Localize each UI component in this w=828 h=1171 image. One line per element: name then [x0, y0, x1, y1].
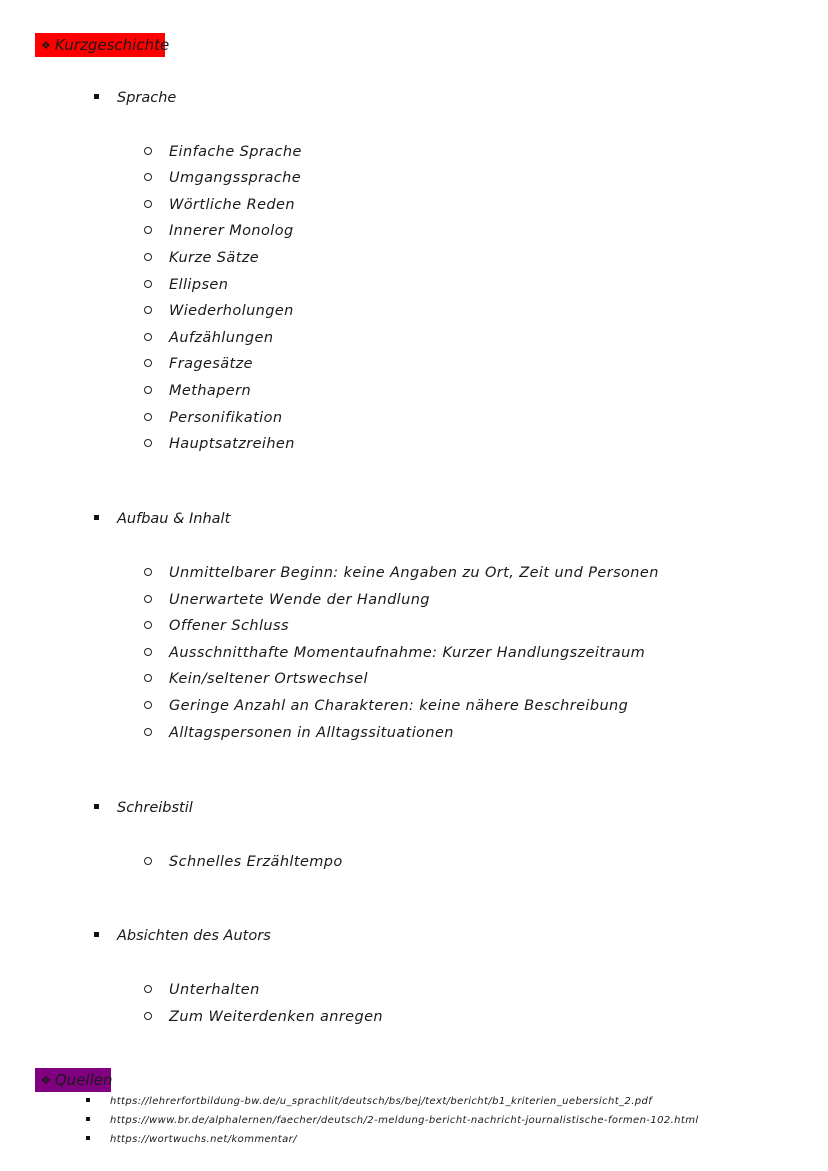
circle-bullet-icon [144, 280, 152, 288]
source-link[interactable]: https://wortwuchs.net/kommentar/ [86, 1132, 297, 1148]
square-bullet-icon [94, 804, 99, 809]
heading-kurzgeschichte [35, 33, 170, 57]
circle-bullet-icon [144, 226, 152, 234]
section-title-sprache: Sprache [94, 87, 176, 109]
list-item: Personifikation [144, 407, 282, 429]
circle-bullet-icon [144, 728, 152, 736]
list-item: Hauptsatzreihen [144, 433, 295, 455]
square-bullet-icon [86, 1117, 90, 1121]
circle-bullet-icon [144, 359, 152, 367]
square-bullet-icon [86, 1098, 90, 1102]
list-item: Unerwartete Wende der Handlung [144, 589, 430, 611]
heading-text: Kurzgeschichte [54, 36, 170, 54]
circle-bullet-icon [144, 386, 152, 394]
diamond-bullet-icon: ❖ [41, 38, 51, 52]
circle-bullet-icon [144, 674, 152, 682]
square-bullet-icon [94, 515, 99, 520]
source-link[interactable]: https://www.br.de/alphalernen/faecher/deutsch/2-meldung-bericht-nachricht-journalistische-formen-102.html [86, 1113, 699, 1129]
list-item: Ausschnitthafte Momentaufnahme: Kurzer Handlungszeitraum [144, 642, 645, 664]
circle-bullet-icon [144, 701, 152, 709]
circle-bullet-icon [144, 173, 152, 181]
list-item: Ellipsen [144, 274, 228, 296]
list-item: Kurze Sätze [144, 247, 259, 269]
square-bullet-icon [94, 932, 99, 937]
circle-bullet-icon [144, 648, 152, 656]
circle-bullet-icon [144, 568, 152, 576]
circle-bullet-icon [144, 147, 152, 155]
circle-bullet-icon [144, 306, 152, 314]
circle-bullet-icon [144, 333, 152, 341]
list-item: Zum Weiterdenken anregen [144, 1006, 383, 1028]
list-item: Unmittelbarer Beginn: keine Angaben zu Ort, Zeit und Personen [144, 562, 659, 584]
list-item: Wiederholungen [144, 300, 294, 322]
source-link[interactable]: https://lehrerfortbildung-bw.de/u_sprachlit/deutsch/bs/bej/text/bericht/b1_kriterien_uebersicht_2.pdf [86, 1094, 652, 1110]
list-item: Aufzählungen [144, 327, 273, 349]
section-title-aufbau-inhalt: Aufbau & Inhalt [94, 508, 230, 530]
circle-bullet-icon [144, 985, 152, 993]
heading-quellen [35, 1068, 111, 1092]
circle-bullet-icon [144, 857, 152, 865]
list-item: Alltagspersonen in Alltagssituationen [144, 722, 454, 744]
list-item: Offener Schluss [144, 615, 289, 637]
circle-bullet-icon [144, 1012, 152, 1020]
circle-bullet-icon [144, 621, 152, 629]
section-title-absichten: Absichten des Autors [94, 925, 271, 947]
list-item: Methapern [144, 380, 251, 402]
circle-bullet-icon [144, 413, 152, 421]
circle-bullet-icon [144, 253, 152, 261]
list-item: Wörtliche Reden [144, 194, 295, 216]
heading-text: Quellen [54, 1071, 113, 1089]
list-item: Einfache Sprache [144, 141, 302, 163]
diamond-bullet-icon: ❖ [41, 1073, 51, 1087]
circle-bullet-icon [144, 595, 152, 603]
square-bullet-icon [86, 1136, 90, 1140]
circle-bullet-icon [144, 200, 152, 208]
list-item: Innerer Monolog [144, 220, 294, 242]
list-item: Fragesätze [144, 353, 253, 375]
list-item: Schnelles Erzähltempo [144, 851, 343, 873]
circle-bullet-icon [144, 439, 152, 447]
square-bullet-icon [94, 94, 99, 99]
list-item: Unterhalten [144, 979, 260, 1001]
section-title-schreibstil: Schreibstil [94, 797, 193, 819]
list-item: Umgangssprache [144, 167, 301, 189]
list-item: Kein/seltener Ortswechsel [144, 668, 368, 690]
list-item: Geringe Anzahl an Charakteren: keine nähere Beschreibung [144, 695, 628, 717]
